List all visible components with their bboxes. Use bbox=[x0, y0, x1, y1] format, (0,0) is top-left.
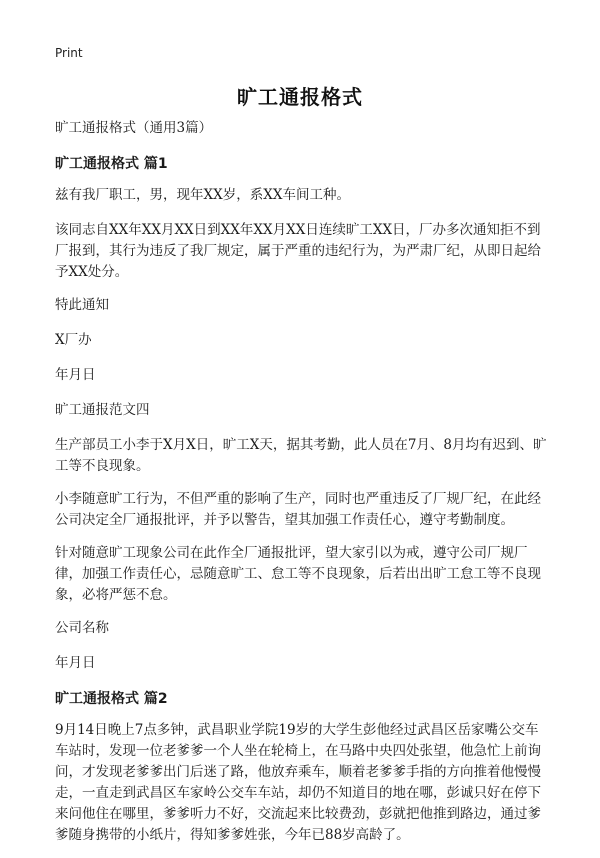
paragraph: X厂办 bbox=[55, 332, 92, 348]
print-label: Print bbox=[55, 46, 83, 60]
paragraph: 小李随意旷工行为，不但严重的影响了生产，同时也严重违反了厂规厂纪，在此经公司决定全厂通报批评，并予以警告，望其加强工作责任心，遵守考勤制度。 bbox=[55, 491, 541, 528]
document-title: 旷工通报格式 bbox=[237, 85, 363, 109]
paragraph: 特此通知 bbox=[55, 297, 109, 313]
paragraph: 9月14日晚上7点多钟，武昌职业学院19岁的大学生彭他经过武昌区岳家嘴公交车车站时，发现一位老爹爹一个人坐在轮椅上，在马路中央四处张望，他急忙上前询问，才发现老爹爹出门后迷了路，他放弃乘车，顺着老爹爹手指的方向推着他慢慢走，一直走到武昌区车家岭公交车车站，却仍不知道目的地在哪，彭诚只好在停下来问他住在哪里，爹爹听力不好，交流起来比较费劲，彭就把他推到路边，通过爹爹随身携带的小纸片，得知爹爹姓张，今年已88岁高龄了。 bbox=[55, 722, 541, 843]
document-body bbox=[55, 118, 550, 858]
section-heading-1: 旷工通报格式 篇1 bbox=[55, 156, 168, 172]
paragraph: 针对随意旷工现象公司在此作全厂通报批评，望大家引以为戒，遵守公司厂规厂律，加强工作责任心，忌随意旷工、怠工等不良现象，后若出出旷工怠工等不良现象，必将严惩不怠。 bbox=[55, 545, 541, 603]
document-subtitle: 旷工通报格式（通用3篇） bbox=[55, 120, 213, 136]
paragraph: 公司名称 bbox=[55, 620, 109, 636]
section-heading-2: 旷工通报格式 篇2 bbox=[55, 691, 168, 707]
paragraph: 该同志自XX年XX月XX日到XX年XX月XX日连续旷工XX日，厂办多次通知拒不到厂报到，其行为违反了我厂规定，属于严重的违纪行为，为严肃厂纪，从即日起给予XX处分。 bbox=[55, 222, 541, 280]
paragraph: 旷工通报范文四 bbox=[55, 402, 150, 418]
paragraph: 年月日 bbox=[55, 367, 96, 383]
paragraph: 生产部员工小李于X月X日，旷工X天，据其考勤，此人员在7月、8月均有迟到、旷工等不良现象。 bbox=[55, 437, 547, 474]
paragraph: 年月日 bbox=[55, 655, 96, 671]
paragraph: 兹有我厂职工，男，现年XX岁，系XX车间工种。 bbox=[55, 187, 350, 203]
